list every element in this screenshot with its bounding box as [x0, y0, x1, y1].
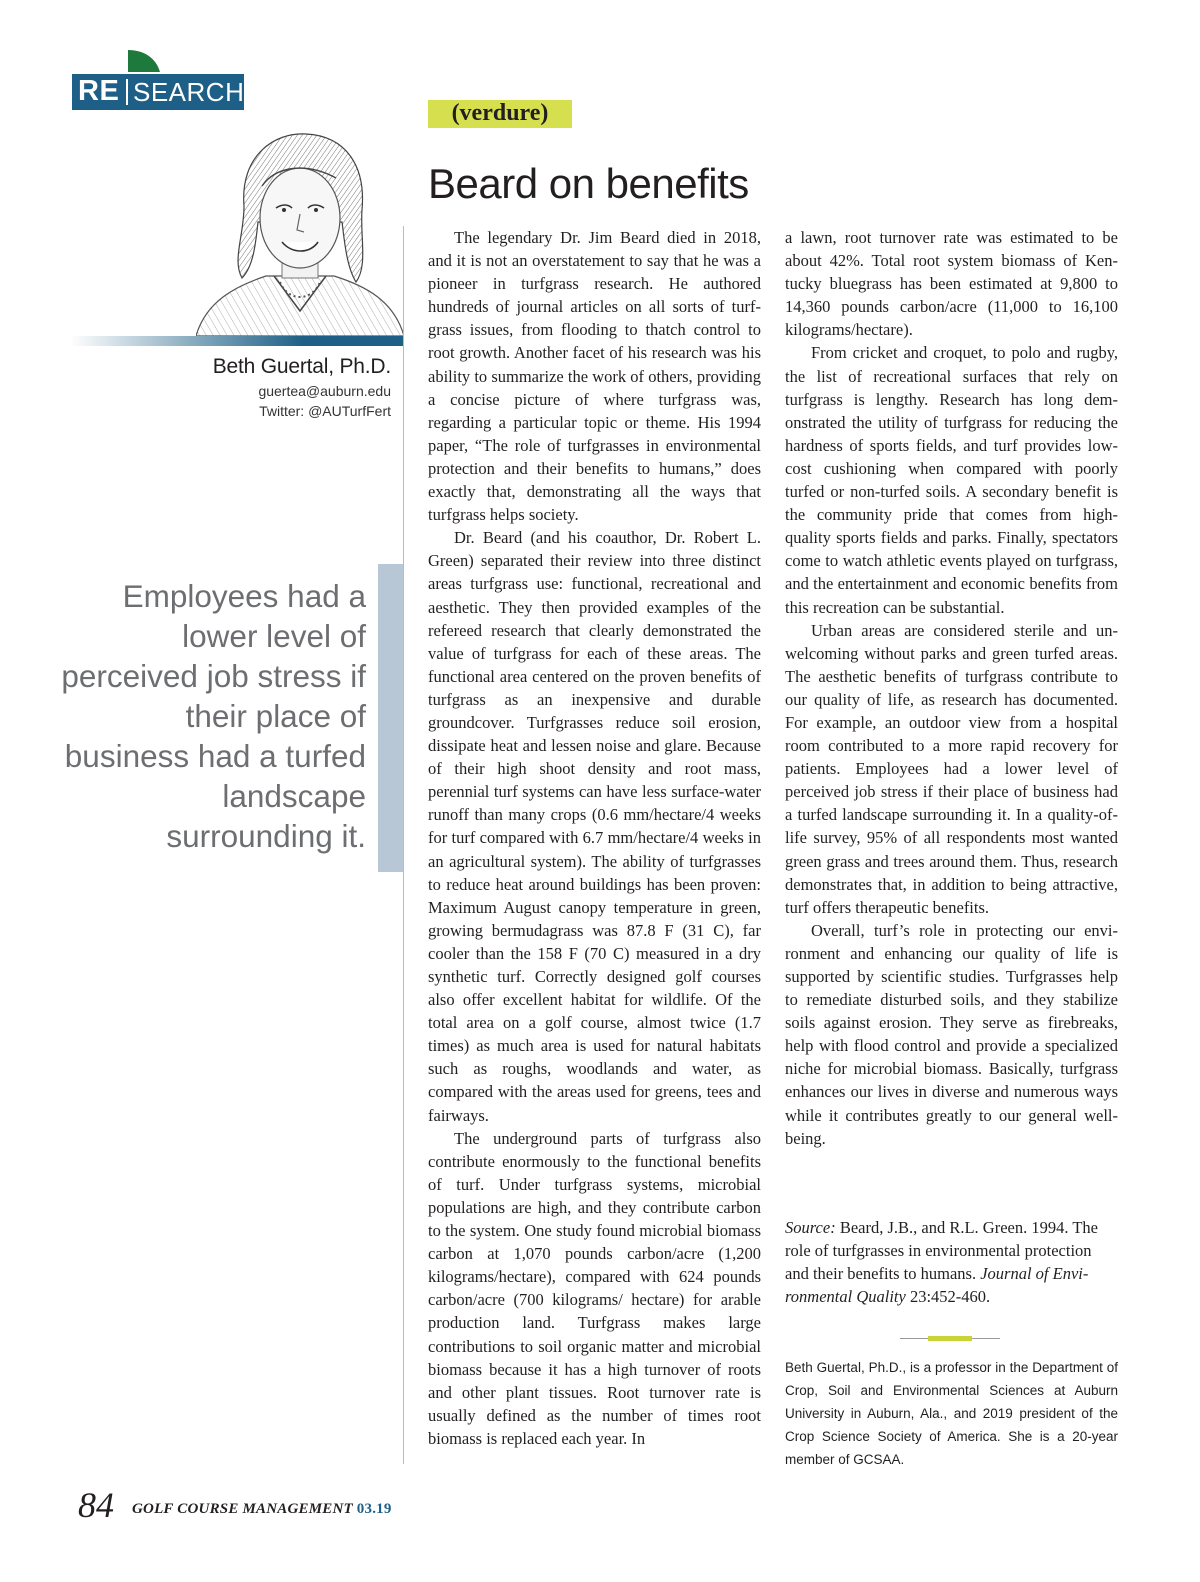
- paragraph: The legendary Dr. Jim Beard died in 2018, and it is not an overstatement to say that he was a pioneer in turfgrass research. He authored hundreds of journal articles on all sorts of turfgrass issues, from flooding to thatch control to root growth. Another facet of his research was his ability to summarize the work of others, providing a concise picture of where turfgrass was, regarding a particular topic or theme. His 1994 paper, “The role of turfgrasses in environmental protection and their benefits to humans,” does exactly that, demonstrating all the ways that turfgrass helps society.: [428, 228, 761, 525]
- magazine-title: GOLF COURSE MANAGEMENT: [132, 1501, 353, 1517]
- section-prefix: RE: [78, 75, 120, 107]
- source-citation: [785, 1216, 1118, 1308]
- paragraph-continued: a lawn, root turnover rate was estimated to be about 42%. Total root system biomass of Kentucky bluegrass has been estimated at 9,800 to 14,360 pounds carbon/acre (11,000 to 16,100 kilograms/hectare).: [785, 228, 1118, 340]
- article-column-1: [428, 226, 761, 1450]
- source-journal: Journal of Environmental Quality: [785, 1264, 1089, 1307]
- paragraph: Dr. Beard (and his coauthor, Dr. Robert L. Green) separated their review into three distinct areas turfgrass use: functional, recreational and aesthetic. They then provided examples of the refereed research that clearly demonstrated the value of turfgrass for each of these areas. The functional area centered on the proven benefits of turfgrass as an inexpensive and durable groundcover. Turfgrasses reduce soil erosion, dissipate heat and lessen noise and glare. Because of their high shoot density and root mass, perennial turf systems can have less surface-water runoff than many crops (0.6 mm/hectare/4 weeks for turf compared with 6.7 mm/hectare/4 weeks in an agricultural system). The ability of turfgrasses to reduce heat around buildings has been proven: Maximum August canopy temperature in green, growing bermudagrass was 87.8 F (31 C), far cooler than the 158 F (70 C) measured in a dry synthetic turf. Correctly designed golf courses also offer excellent habitat for wildlife. Of the total area on a golf course, almost twice (1.7 times) as much area is used for natural habitats such as roughs, woodlands and water, as compared with the areas used for greens, tees and fairways.: [428, 528, 761, 1125]
- issue-number: 03.19: [356, 1501, 392, 1517]
- author-twitter[interactable]: Twitter: @AUTurfFert: [259, 403, 391, 419]
- page-number: 84: [78, 1485, 114, 1525]
- kicker-label: (verdure): [428, 100, 572, 128]
- pull-quote: Employees had a lower level of perceived job stress if their place of business had a turfed landscape surrounding it.: [61, 578, 366, 854]
- source-citation-end: 23:452-460.: [905, 1287, 991, 1307]
- footer-magazine: [132, 1501, 392, 1518]
- author-bio: Beth Guertal, Ph.D., is a professor in the Department of Crop, Soil and Environmental Sciences at Auburn University in Auburn, Ala., and 2019 president of the Crop Science Society of America. She is a 20-year member of GCSAA.: [785, 1360, 1118, 1467]
- paragraph: Overall, turf’s role in protecting our environment and enhancing our quality of life is supported by scientific studies. Turfgrasses help to remediate disturbed soils, and they stabilize soils against erosion. They serve as firebreaks, help with flood control and provide a specialized niche for microbial biomass. Basically, turfgrass enhances our lives in diverse and numerous ways while it contributes greatly to our general well-being.: [785, 920, 1118, 1148]
- leaf-icon: [128, 48, 160, 72]
- pull-quote-bar: [378, 564, 403, 872]
- paragraph: The underground parts of turfgrass also contribute enormously to the functional benefits of turf. Under turfgrass systems, microbial populations are high, and they contribute carbon to the system. One study found microbial biomass carbon at 1,070 pounds carbon/acre (1,200 kilograms/hectare), compared with 624 pounds carbon/acre (700 kilograms/ hectare) for arable production land. Turfgrass makes large contributions to soil organic matter and microbial biomass because it has a high turnover of roots and other plant tissues. Root turnover rate is usually defined as the number of times root biomass is replaced each year. In: [428, 1128, 761, 1448]
- portrait-accent-band: [70, 336, 404, 346]
- section-separator: [126, 79, 128, 105]
- section-label: [72, 74, 244, 110]
- author-name: Beth Guertal, Ph.D.: [212, 355, 391, 378]
- paragraph: Urban areas are considered sterile and unwelcoming without parks and green turfed areas. The aesthetic benefits of turfgrass contribute to our quality of life, as research has documented. For example, an outdoor view from a hospital room contributed to a more rapid recovery for patients. Employees had a lower level of perceived job stress if their place of business had a turfed landscape surrounding it. In a quality-of-life survey, 95% of all respondents most wanted green grass and trees around them. Thus, research demonstrates that, in addition to being attractive, turf offers therapeutic benefits.: [785, 620, 1118, 917]
- column-rule: [403, 226, 404, 1464]
- author-portrait: [196, 126, 404, 336]
- section-logo: [72, 48, 244, 110]
- article-headline: Beard on benefits: [428, 160, 749, 207]
- section-suffix: SEARCH: [133, 77, 245, 107]
- source-label: Source:: [785, 1218, 836, 1237]
- divider-accent: [928, 1336, 972, 1341]
- source-text: Beard, J.B., and R.L. Green. 1994. The role of turfgrasses in environmental protection and their benefits to humans.: [785, 1218, 1098, 1284]
- article-column-2: [785, 226, 1118, 1150]
- paragraph: From cricket and croquet, to polo and rugby, the list of recreational surfaces that rely on turfgrass is lengthy. Research has long demonstrated the utility of turfgrass for reducing the hardness of sports fields, and turf provides low-cost cushioning when compared with poorly turfed or non-turfed soils. A secondary benefit is the community pride that comes from high-quality sports fields and parks. Finally, spectators come to watch athletic events played on turfgrass, and the entertainment and economic benefits from this recreation can be substantial.: [785, 343, 1118, 617]
- author-block: [213, 355, 391, 419]
- author-email[interactable]: guertea@auburn.edu: [258, 383, 391, 399]
- bio-divider: [900, 1336, 1000, 1341]
